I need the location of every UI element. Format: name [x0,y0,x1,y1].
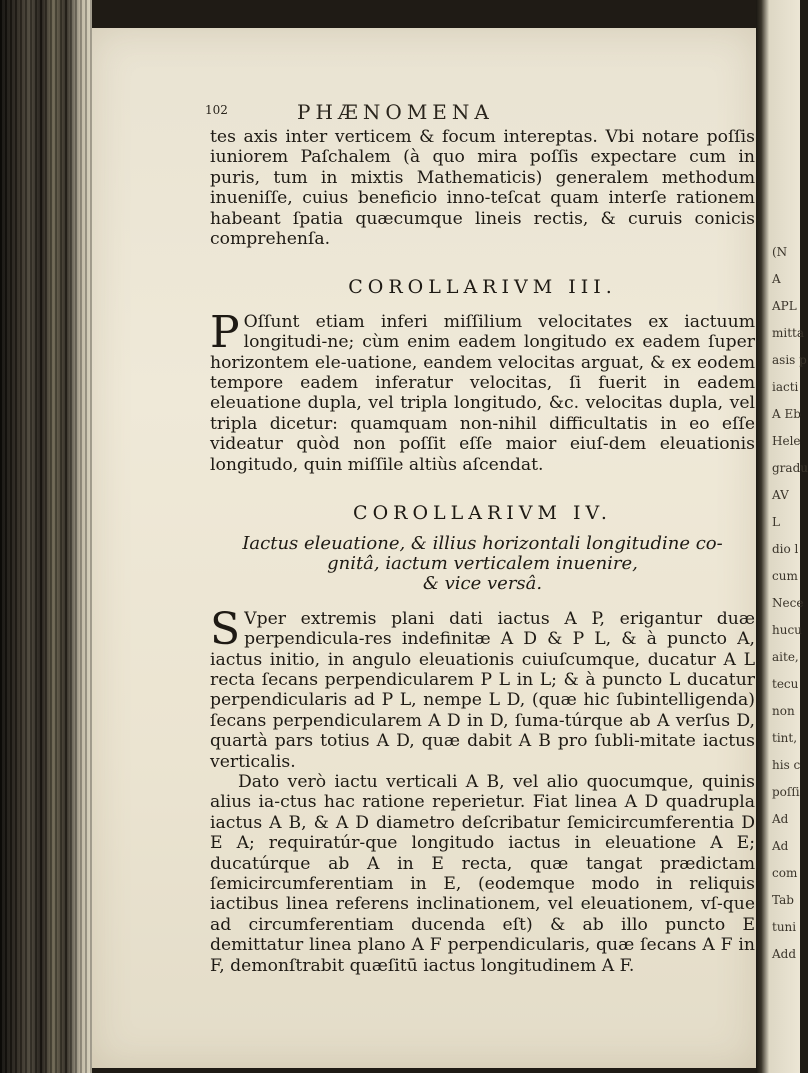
facing-page-fragment: cum [772,569,798,583]
facing-page-fragment: gradu [772,461,808,475]
facing-page-fragment: A [772,272,781,286]
corollary-4-text: Vper extremis plani dati iactus A P, erigantur duæ perpendicula-res indefinitæ A D & P L, & à puncto A, iactus initio, in angulo eleuationis cuiuſcumque, ducatur A L recta ſecans perpendicularem P L in L; & à puncto L ducatur perpendicularis ad P L, nempe L D, (quæ hic ſubintelligenda) ſecans perpendicularem A D in D, ſuma-túrque ab A verſus D, quartà pars totius A D, quæ dabit A B pro ſubli-mitate iactus verticalis. [210,608,755,772]
corollary-4-subtitle-line-1: Iactus eleuatione, & illius horizontali longitudine co- [242,532,723,554]
running-title: PHÆNOMENA [297,100,494,124]
facing-page-fragment: hucu [772,623,802,637]
facing-page-fragment: tecu [772,677,799,691]
facing-page-fragment: dio l [772,542,799,556]
page-text [210,105,755,976]
facing-page-fragment: Hele [772,434,801,448]
facing-page-fragment: non [772,704,795,718]
corollary-4-paragraph-2: Dato verò iactu verticali A B, vel alio quocumque, quinis alius ia-ctus hac ratione reperietur. Fiat linea A D quadrupla iactus A B, & A D diametro deſcribatur ſemicircumferentia D E A; requiratúr-que longitudo iactus in eleuatione A E; ducatúrque ab A in E recta, quæ tangat prædictam ſemicircumferentiam in E, (eodemque modo in reliquis iactibus linea referens inclinationem, vel eleuationem, vſ-que ad circumferentiam ducenda eſt) & ab illo puncto E demittatur linea plano A F perpendicularis, quæ ſecans A F in F, demonſtrabit quæſitū iactus longitudinem A F. [210,771,755,976]
corollary-4-subtitle-line-2: gnitâ, iactum verticalem inuenire, [327,552,638,574]
corollary-3-paragraph [210,306,755,475]
facing-page-fragment: mitta [772,326,805,340]
facing-page-fragment: poſſi [772,785,800,799]
facing-page-fragment: AV [772,488,789,502]
facing-page-fragment: com [772,866,798,880]
facing-page-fragment: Add [772,947,797,961]
corollary-4-subtitle-line-3: & vice versâ. [422,573,543,595]
facing-page-fragment: Ad [772,812,789,826]
dropcap-s: S [210,603,241,655]
facing-page-fragment: asis p [772,353,807,367]
facing-page-fragment: tint, [772,731,798,745]
facing-page-fragment: Ad [772,839,789,853]
corollary-3-heading: COROLLARIVM III. [348,276,617,299]
facing-page-fragment: Nece [772,596,804,610]
corollary-4-heading: COROLLARIVM IV. [353,502,612,525]
corollary-3-text: Oſſunt etiam inferi miſſilium velocitates ex iactuum longitudi-ne; cùm enim eadem longitudo ex eadem ſuper horizontem ele-uatione, eandem velocitas arguat, & ex eodem tempore eadem inferatur velocitas, ſi fuerit in eadem eleuatione dupla, vel tripla longitudo, &c. velocitas dupla, vel tripla dicetur: quamquam non-nihil difficultatis in eo eſſe videatur quòd non poſſit eſſe maior eiuſ-dem eleuationis longitudo, quin miſſile altiùs aſcendat. [210,311,755,475]
facing-page-edge [756,0,808,1073]
facing-page-fragment: (N [772,245,788,259]
facing-page-fragment: tuni [772,920,797,934]
facing-page-fragment: his c [772,758,801,772]
facing-page-fragment: Tab [772,893,794,907]
facing-page-fragment: A Eb [772,407,801,421]
page-number: 102 [205,103,228,117]
intro-paragraph: tes axis inter verticem & focum intereptas. Vbi notare poſſis iuniorem Paſchalem (à quo mira poſſis expectare cum in puris, tum in mixtis Mathematicis) generalem methodum inueniſſe, cuius beneficio inno-teſcat quam interſe rationem habeant ſpatia quæcumque lineis rectis, & curuis conicis comprehenſa. [210,127,755,250]
facing-page-fragment: APL [772,299,797,313]
corollary-4-paragraph [210,603,755,772]
book-gutter [0,0,92,1073]
dropcap-p: P [210,306,240,358]
facing-page-fragment: aite, [772,650,799,664]
facing-page-fragment: iacti [772,380,799,394]
facing-page-fragment: L [772,515,780,529]
